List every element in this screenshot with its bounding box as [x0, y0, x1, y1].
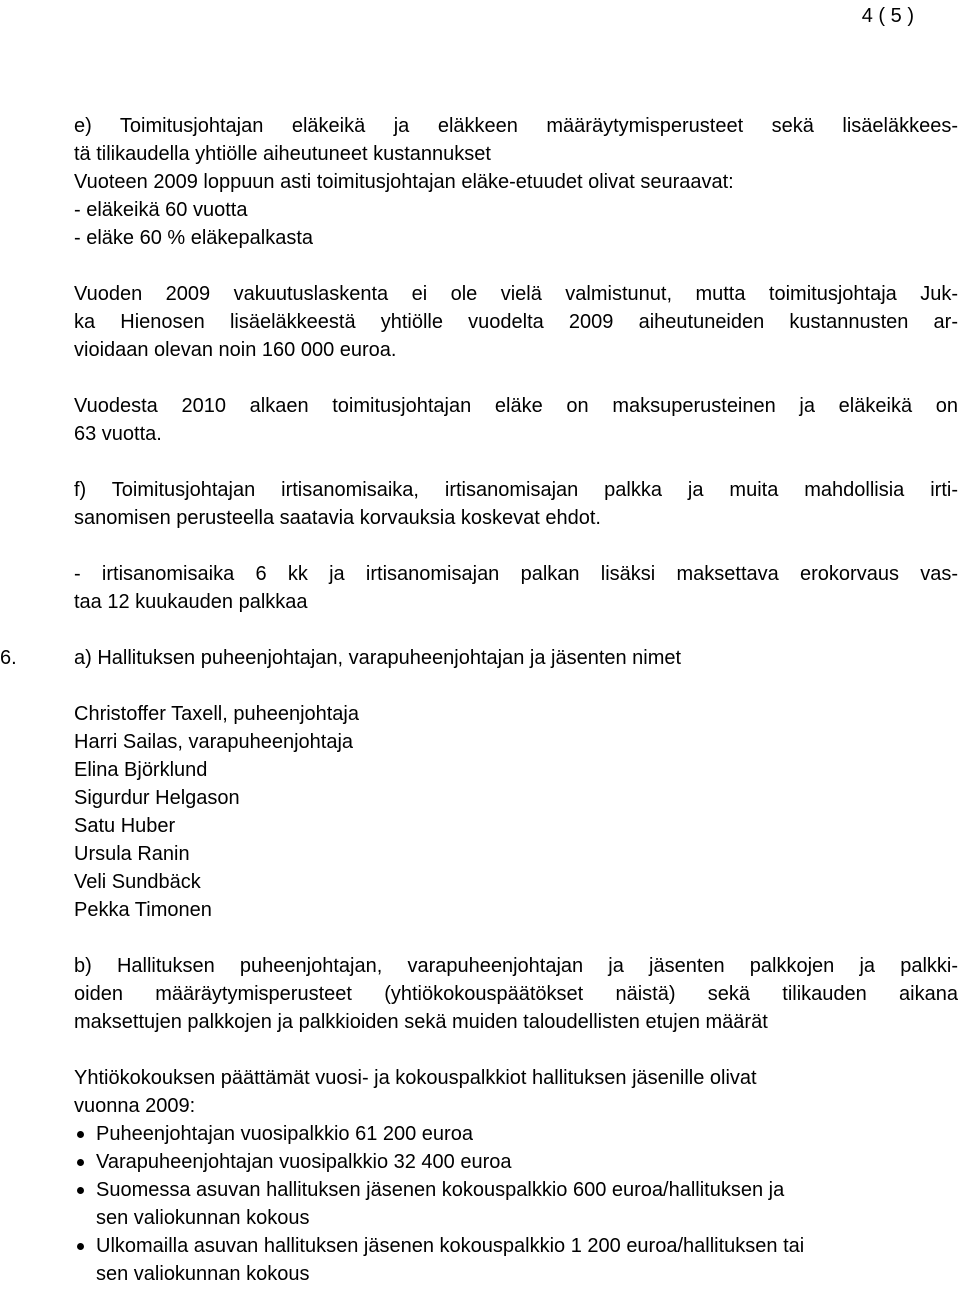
section-f-details	[74, 560, 958, 616]
heading-line: oiden määräytymisperusteet (yhtiökokouspäätökset näistä) sekä tilikauden aikana	[74, 983, 958, 1005]
paragraph-line: 63 vuotta.	[74, 423, 162, 445]
list-item	[74, 1176, 958, 1232]
fee-line: Ulkomailla asuvan hallituksen jäsenen kokouspalkkio 1 200 euroa/hallituksen tai	[96, 1235, 805, 1257]
fee-line: sen valiokunnan kokous	[96, 1263, 310, 1285]
paragraph-line: Vuodesta 2010 alkaen toimitusjohtajan eläke on maksuperusteinen ja eläkeikä on	[74, 395, 958, 417]
bullet-icon	[77, 1159, 84, 1166]
heading-line: maksettujen palkkojen ja palkkioiden sekä muiden taloudellisten etujen määrät	[74, 1011, 768, 1033]
detail-line: - irtisanomisaika 6 kk ja irtisanomisajan palkan lisäksi maksettava erokorvaus vas-	[74, 563, 958, 585]
board-member: Ursula Ranin	[74, 843, 190, 865]
heading-line: e) Toimitusjohtajan eläkeikä ja eläkkeen määräytymisperusteet sekä lisäeläkkees-	[74, 115, 958, 137]
heading-line: b) Hallituksen puheenjohtajan, varapuheenjohtajan ja jäsenten palkkojen ja palkki-	[74, 955, 958, 977]
intro-line: - eläkeikä 60 vuotta	[74, 199, 248, 221]
board-member: Christoffer Taxell, puheenjohtaja	[74, 703, 359, 725]
section-number: 6.	[0, 647, 17, 669]
fee-line: Puheenjohtajan vuosipalkkio 61 200 euroa	[96, 1123, 473, 1145]
bullet-icon	[77, 1131, 84, 1138]
section-e-intro	[74, 168, 958, 252]
detail-line: taa 12 kuukauden palkkaa	[74, 591, 308, 613]
intro-line: Vuoteen 2009 loppuun asti toimitusjohtajan eläke-etuudet olivat seuraavat:	[74, 171, 734, 193]
section-e-paragraph-1	[74, 280, 958, 364]
bullet-icon	[77, 1243, 84, 1250]
fee-line: Varapuheenjohtajan vuosipalkkio 32 400 euroa	[96, 1151, 512, 1173]
board-member: Veli Sundbäck	[74, 871, 201, 893]
heading-line: sanomisen perusteella saatavia korvauksia koskevat ehdot.	[74, 507, 601, 529]
fees-list	[74, 1120, 958, 1288]
fees-intro	[74, 1064, 958, 1120]
list-item	[74, 1120, 958, 1148]
board-member: Pekka Timonen	[74, 899, 212, 921]
board-member: Elina Björklund	[74, 759, 208, 781]
section-e-paragraph-2	[74, 392, 958, 448]
fee-line: sen valiokunnan kokous	[96, 1207, 310, 1229]
bullet-icon	[77, 1187, 84, 1194]
heading-line: a) Hallituksen puheenjohtajan, varapuheenjohtajan ja jäsenten nimet	[74, 647, 682, 669]
section-e-heading	[74, 112, 958, 168]
page-number: 4 ( 5 )	[861, 5, 914, 27]
paragraph-line: Vuoden 2009 vakuutuslaskenta ei ole vielä valmistunut, mutta toimitusjohtaja Juk-	[74, 283, 958, 305]
heading-line: f) Toimitusjohtajan irtisanomisaika, irtisanomisajan palkka ja muita mahdollisia irti-	[74, 479, 958, 501]
intro-line: Yhtiökokouksen päättämät vuosi- ja kokouspalkkiot hallituksen jäsenille olivat	[74, 1067, 757, 1089]
intro-line: vuonna 2009:	[74, 1095, 196, 1117]
section-6a-heading	[74, 644, 958, 672]
board-member-list	[74, 700, 958, 924]
board-member: Harri Sailas, varapuheenjohtaja	[74, 731, 354, 753]
intro-line: - eläke 60 % eläkepalkasta	[74, 227, 314, 249]
paragraph-line: vioidaan olevan noin 160 000 euroa.	[74, 339, 397, 361]
section-6b-heading	[74, 952, 958, 1036]
list-item	[74, 1148, 958, 1176]
board-member: Sigurdur Helgason	[74, 787, 240, 809]
heading-line: tä tilikaudella yhtiölle aiheutuneet kustannukset	[74, 143, 491, 165]
fee-line: Suomessa asuvan hallituksen jäsenen kokouspalkkio 600 euroa/hallituksen ja	[96, 1179, 785, 1201]
list-item	[74, 1232, 958, 1288]
section-f-heading	[74, 476, 958, 532]
board-member: Satu Huber	[74, 815, 176, 837]
paragraph-line: ka Hienosen lisäeläkkeestä yhtiölle vuodelta 2009 aiheutuneiden kustannusten ar-	[74, 311, 958, 333]
